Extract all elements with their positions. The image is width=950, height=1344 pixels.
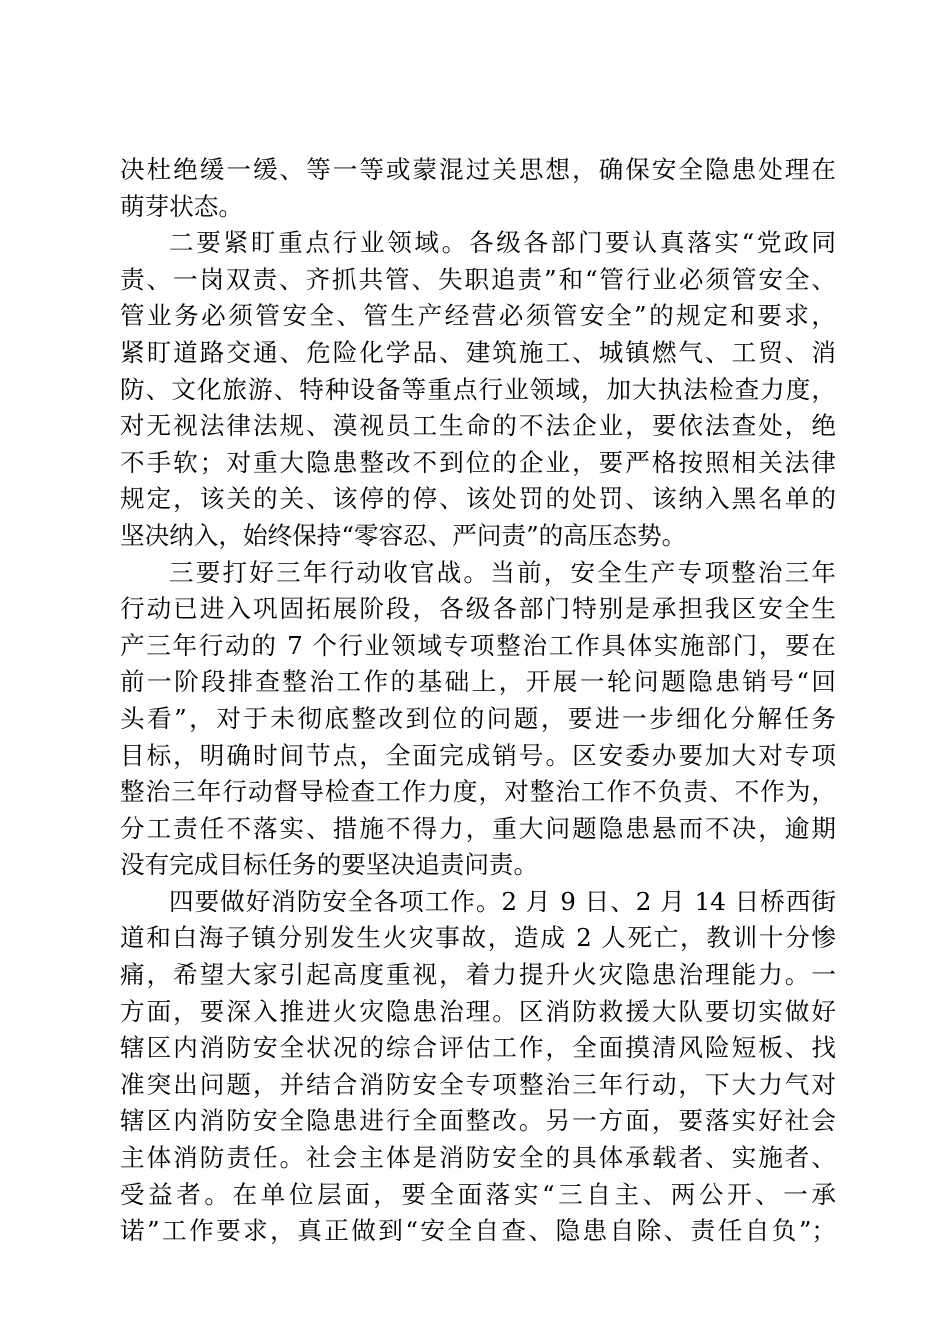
text-line: 产三年行动的 7 个行业领域专项整治工作具体实施部门，要在 bbox=[120, 630, 836, 660]
paragraph bbox=[120, 225, 836, 554]
paragraph bbox=[120, 555, 836, 884]
text-line: 萌芽状态。 bbox=[120, 191, 243, 221]
text-line: 行动已进入巩固拓展阶段，各级各部门特别是承担我区安全生 bbox=[120, 594, 836, 624]
text-line: 对无视法律法规、漠视员工生命的不法企业，要依法查处，绝 bbox=[120, 411, 836, 441]
text-line: 分工责任不落实、措施不得力，重大问题隐患悬而不决，逾期 bbox=[120, 813, 836, 843]
text-line: 没有完成目标任务的要坚决追责问责。 bbox=[120, 850, 539, 880]
text-line: 坚决纳入，始终保持“零容忍、严问责”的高压态势。 bbox=[120, 520, 687, 550]
text-line: 准突出问题，并结合消防安全专项整治三年行动，下大力气对 bbox=[120, 1069, 836, 1099]
text-line: 防、文化旅游、特种设备等重点行业领域，加大执法检查力度， bbox=[120, 374, 836, 404]
text-line: 整治三年行动督导检查工作力度，对整治工作不负责、不作为， bbox=[120, 777, 836, 807]
text-line: 二要紧盯重点行业领域。各级各部门要认真落实“党政同 bbox=[169, 228, 836, 258]
body-text bbox=[120, 152, 836, 1250]
text-line: 前一阶段排查整治工作的基础上，开展一轮问题隐患销号“回 bbox=[120, 667, 836, 697]
text-line: 主体消防责任。社会主体是消防安全的具体承载者、实施者、 bbox=[120, 1143, 836, 1173]
paragraph bbox=[120, 152, 836, 225]
text-line: 三要打好三年行动收官战。当前，安全生产专项整治三年 bbox=[169, 557, 836, 587]
text-line: 责、一岗双责、齐抓共管、失职追责”和“管行业必须管安全、 bbox=[120, 264, 836, 294]
text-line: 决杜绝缓一缓、等一等或蒙混过关思想，确保安全隐患处理在 bbox=[120, 155, 836, 184]
text-line: 紧盯道路交通、危险化学品、建筑施工、城镇燃气、工贸、消 bbox=[120, 337, 836, 367]
text-line: 受益者。在单位层面，要全面落实“三自主、两公开、一承 bbox=[120, 1179, 836, 1209]
text-line: 辖区内消防安全状况的综合评估工作，全面摸清风险短板、找 bbox=[120, 1033, 836, 1063]
text-line: 痛，希望大家引起高度重视，着力提升火灾隐患治理能力。一 bbox=[120, 960, 836, 990]
text-line: 方面，要深入推进火灾隐患治理。区消防救援大队要切实做好 bbox=[120, 996, 836, 1026]
text-line: 辖区内消防安全隐患进行全面整改。另一方面，要落实好社会 bbox=[120, 1106, 836, 1136]
text-line: 不手软；对重大隐患整改不到位的企业，要严格按照相关法律 bbox=[120, 447, 836, 477]
text-line: 管业务必须管安全、管生产经营必须管安全”的规定和要求， bbox=[120, 301, 836, 331]
text-line: 头看”，对于未彻底整改到位的问题，要进一步细化分解任务 bbox=[120, 703, 836, 733]
text-line: 道和白海子镇分别发生火灾事故，造成 2 人死亡，教训十分惨 bbox=[120, 923, 836, 953]
text-line: 四要做好消防安全各项工作。2 月 9 日、2 月 14 日桥西街 bbox=[169, 886, 836, 916]
text-line: 目标，明确时间节点，全面完成销号。区安委办要加大对专项 bbox=[120, 740, 836, 770]
paragraph bbox=[120, 884, 836, 1250]
text-line: 诺”工作要求，真正做到“安全自查、隐患自除、责任自负”； bbox=[120, 1216, 836, 1246]
text-line: 规定，该关的关、该停的停、该处罚的处罚、该纳入黑名单的 bbox=[120, 484, 836, 514]
